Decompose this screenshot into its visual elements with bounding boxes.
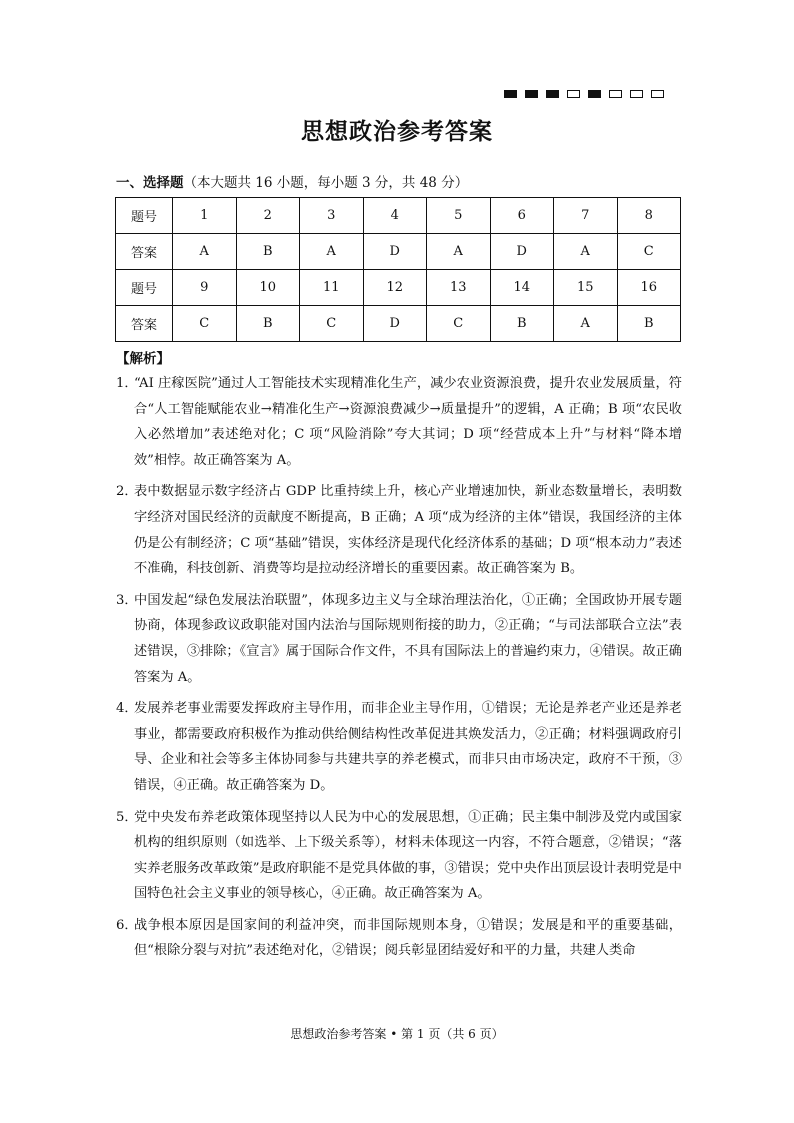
table-cell: 1 [173,198,237,234]
table-cell: 16 [617,270,681,306]
section-heading-label: 一、选择题 [116,175,184,191]
list-item-number: 2． [116,484,138,500]
page-marker-square [504,90,517,98]
analysis-heading: 【解析】 [116,351,170,367]
table-cell: 6 [490,198,554,234]
table-row [116,198,681,234]
table-cell: A [554,306,618,342]
page-footer: 思想政治参考答案 • 第 1 页（共 6 页） [290,1027,504,1041]
table-cell: D [490,234,554,270]
list-item [116,805,682,907]
list-item-number: 3． [116,592,138,608]
answer-table-body [116,198,681,342]
section-heading [116,171,468,191]
table-cell: B [236,234,300,270]
table-cell: B [236,306,300,342]
table-cell: A [554,234,618,270]
list-item [116,913,682,964]
page-marker-square [546,90,559,98]
table-cell: 9 [173,270,237,306]
list-item [116,371,682,473]
table-cell: C [427,306,491,342]
table-cell: A [173,234,237,270]
page-marker-square [651,90,664,98]
table-cell: 11 [300,270,364,306]
table-cell: 15 [554,270,618,306]
table-cell: D [363,234,427,270]
table-cell: 5 [427,198,491,234]
table-cell: C [173,306,237,342]
table-row-label: 题号 [116,270,173,306]
table-cell: A [427,234,491,270]
table-cell: B [490,306,554,342]
table-cell: 3 [300,198,364,234]
section-heading-note: （本大题共 16 小题，每小题 3 分，共 48 分） [183,175,469,191]
list-item-text: 中国发起“绿色发展法治联盟”，体现多边主义与全球治理法治化，①正确；全国政协开展专题协商，体现参政议政职能对国内法治与国际规则衔接的助力，②正确；“与司法部联合立法”表述错误，③排除；《宣言》属于国际合作文件，不具有国际法上的普遍约束力，④错误。故正确答案为 A。 [134,592,682,685]
table-cell: C [300,306,364,342]
table-cell: C [617,234,681,270]
page-marker-squares [504,90,664,98]
list-item-text: 战争根本原因是国家间的利益冲突，而非国际规则本身，①错误；发展是和平的重要基础，但“根除分裂与对抗”表述绝对化，②错误；阅兵彰显团结爱好和平的力量，共建人类命 [134,917,682,959]
list-item-number: 1． [116,376,138,391]
list-item-number: 6． [116,917,138,933]
list-item [116,588,682,690]
table-cell: A [300,234,364,270]
list-item-number: 4． [116,701,138,717]
page-marker-square [567,90,580,98]
table-row-label: 答案 [116,306,173,342]
table-row [116,234,681,270]
table-cell: 8 [617,198,681,234]
table-row [116,270,681,306]
answer-table [115,197,681,342]
table-cell: 2 [236,198,300,234]
page-title: 思想政治参考答案 [301,119,493,145]
list-item-number: 5． [116,809,138,825]
list-item-text: “AI 庄稼医院”通过人工智能技术实现精准化生产，减少农业资源浪费，提升农业发展质量，符合“人工智能赋能农业→精准化生产→资源浪费减少→质量提升”的逻辑，A 正确；B 项“农民收入必然增加”表述绝对化；C 项“风险消除”夸大其词；D 项“经营成本上升”与材料“降本增效”相悖。故正确答案为 A。 [134,376,682,468]
table-row-label: 题号 [116,198,173,234]
list-item [116,479,682,581]
table-cell: 4 [363,198,427,234]
analysis-list [116,371,682,970]
table-cell: 13 [427,270,491,306]
list-item-text: 表中数据显示数字经济占 GDP 比重持续上升，核心产业增速加快，新业态数量增长，表明数字经济对国民经济的贡献度不断提高，B 正确；A 项“成为经济的主体”错误，我国经济的主体仍是公有制经济；C 项“基础”错误，实体经济是现代化经济体系的基础；D 项“根本动力”表述不准确，科技创新、消费等均是拉动经济增长的重要因素。故正确答案为 B。 [134,484,682,577]
list-item-text: 发展养老事业需要发挥政府主导作用，而非企业主导作用，①错误；无论是养老产业还是养老事业，都需要政府积极作为推动供给侧结构性改革促进其焕发活力，②正确；材料强调政府引导、企业和社会等多主体协同参与共建共享的养老模式，而非只由市场决定，政府不干预，③错误，④正确。故正确答案为 D。 [134,701,682,793]
list-item [116,696,682,798]
page-marker-square [630,90,643,98]
table-cell: 10 [236,270,300,306]
table-cell: B [617,306,681,342]
table-row [116,306,681,342]
page-marker-square [609,90,622,98]
table-cell: 14 [490,270,554,306]
page-marker-square [588,90,601,98]
page-marker-square [525,90,538,98]
table-cell: D [363,306,427,342]
list-item-text: 党中央发布养老政策体现坚持以人民为中心的发展思想，①正确；民主集中制涉及党内或国家机构的组织原则（如选举、上下级关系等），材料未体现这一内容，不符合题意，②错误；“落实养老服务改革政策”是政府职能不是党具体做的事，③错误；党中央作出顶层设计表明党是中国特色社会主义事业的领导核心，④正确。故正确答案为 A。 [134,809,682,902]
table-row-label: 答案 [116,234,173,270]
table-cell: 7 [554,198,618,234]
table-cell: 12 [363,270,427,306]
